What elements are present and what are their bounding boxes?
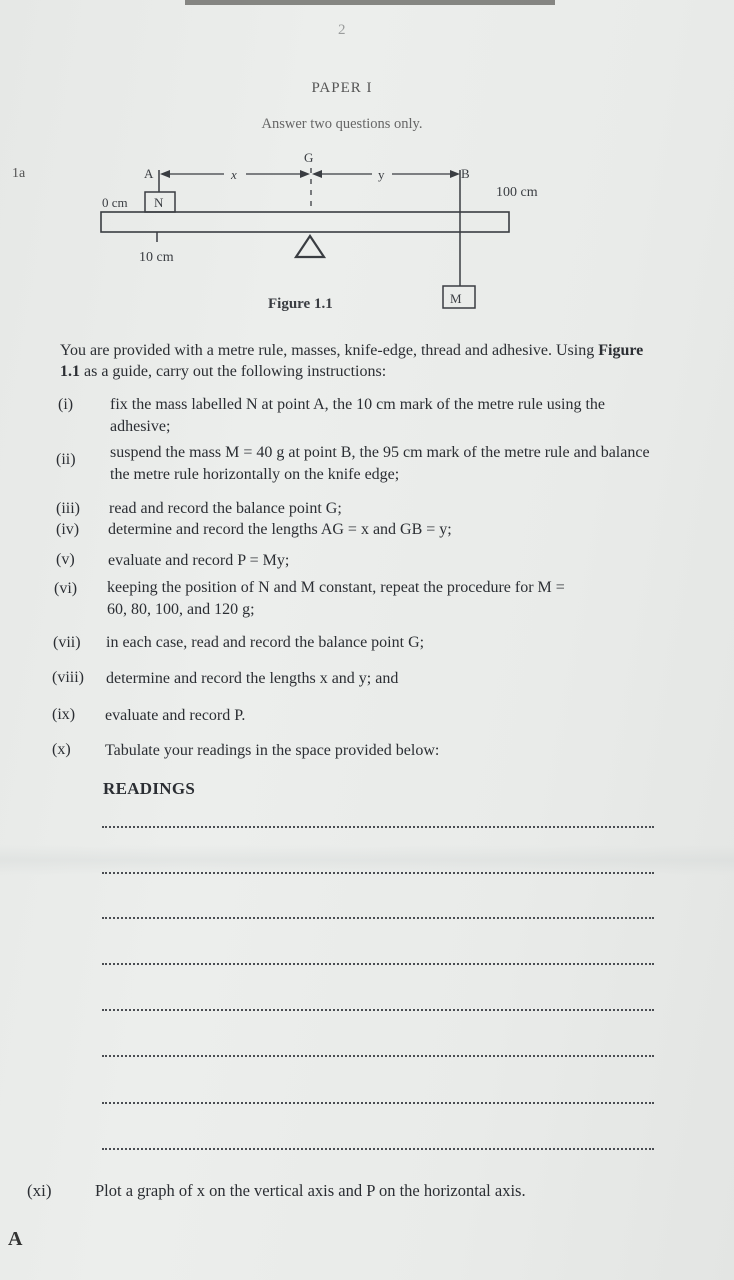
corner-letter: A <box>8 1228 23 1250</box>
knife-edge <box>296 236 324 257</box>
item-text: determine and record the lengths x and y; and <box>106 670 399 687</box>
label-y: y <box>378 167 385 182</box>
item-text: read and record the balance point G; <box>109 500 342 517</box>
item-number: (ix) <box>52 706 76 723</box>
figure-1-1 <box>0 140 734 320</box>
paper-title: PAPER I <box>311 80 373 96</box>
item-number: (xi) <box>27 1181 52 1200</box>
item-number: (vi) <box>54 580 78 597</box>
label-x: x <box>231 167 237 182</box>
question-number: 1a <box>12 166 26 181</box>
label-n: N <box>154 195 164 210</box>
metre-rule <box>101 212 509 232</box>
item-text: determine and record the lengths AG = x and GB = y; <box>108 521 452 538</box>
item-number: (ii) <box>56 451 76 468</box>
page-number: 2 <box>338 22 346 38</box>
label-100cm: 100 cm <box>496 185 538 200</box>
item-number: (iii) <box>56 500 80 517</box>
y-arrowhead-left <box>312 170 322 178</box>
item-text: fix the mass labelled N at point A, the 10 cm mark of the metre rule using the adhesive; <box>110 396 605 435</box>
binding-strip <box>185 0 555 5</box>
answer-line[interactable] <box>102 1148 654 1150</box>
label-m: M <box>450 291 462 306</box>
label-0cm: 0 cm <box>102 195 128 210</box>
intro-text-before: You are provided with a metre rule, masses, knife-edge, thread and adhesive. Using <box>60 342 595 359</box>
item-text: in each case, read and record the balance point G; <box>106 634 425 651</box>
x-arrowhead-left <box>160 170 170 178</box>
answer-line[interactable] <box>102 917 654 919</box>
item-text: keeping the position of N and M constant, repeat the procedure for M = 60, 80, 100, and 120 g; <box>107 579 565 618</box>
intro-paragraph <box>60 340 660 382</box>
answer-line[interactable] <box>102 826 654 828</box>
item-number: (viii) <box>52 669 84 686</box>
answer-line[interactable] <box>102 1009 654 1011</box>
instruction-text: Answer two questions only. <box>261 116 423 132</box>
label-b: B <box>461 166 470 181</box>
answer-line[interactable] <box>102 1102 654 1104</box>
item-text: evaluate and record P. <box>105 707 246 724</box>
item-number: (i) <box>58 396 74 413</box>
paper-crease <box>0 845 734 875</box>
answer-line[interactable] <box>102 1055 654 1057</box>
answer-line[interactable] <box>102 872 654 874</box>
label-10cm: 10 cm <box>139 250 174 265</box>
label-g: G <box>304 150 314 165</box>
item-text: Plot a graph of x on the vertical axis and P on the horizontal axis. <box>95 1181 526 1200</box>
figure-caption: Figure 1.1 <box>268 296 333 312</box>
item-number: (vii) <box>53 634 81 651</box>
answer-line[interactable] <box>102 963 654 965</box>
item-text: evaluate and record P = My; <box>108 552 290 569</box>
item-text: suspend the mass M = 40 g at point B, the 95 cm mark of the metre rule and balance the metre rule horizontally on the knife edge; <box>110 444 650 483</box>
item-number: (iv) <box>56 521 80 538</box>
label-a: A <box>144 166 154 181</box>
item-number: (v) <box>56 551 75 568</box>
readings-heading: READINGS <box>103 779 196 798</box>
y-arrowhead-right <box>450 170 460 178</box>
item-text: Tabulate your readings in the space provided below: <box>105 742 440 759</box>
x-arrowhead-right <box>300 170 310 178</box>
item-number: (x) <box>52 741 71 758</box>
intro-figure-ref: Figure 1.1 <box>60 342 644 380</box>
intro-text-after: as a guide, carry out the following instructions: <box>80 363 387 380</box>
